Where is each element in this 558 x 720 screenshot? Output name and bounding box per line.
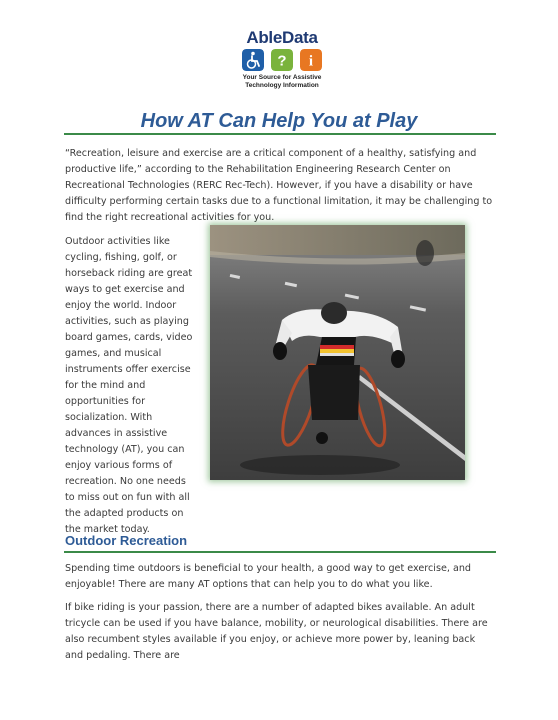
wheelchair-icon bbox=[242, 49, 264, 71]
wheelchair-racer-image bbox=[210, 225, 465, 480]
intro-paragraph: “Recreation, leisure and exercise are a critical component of a healthy, satisfying and productive life,” according to the Rehabilitation Engineering Research Center on Recreational Technologies (RERC Rec-Tech). However, if you have a disability or have difficulty performing certain tasks due to a functional limitation, it may be challenging to find the right recreational activities for you. bbox=[65, 148, 493, 223]
logo-tagline bbox=[232, 74, 332, 90]
title-divider bbox=[64, 133, 496, 135]
logo-wordmark: AbleData bbox=[246, 28, 318, 47]
svg-text:?: ? bbox=[277, 52, 287, 70]
wheelchair-racer-photo bbox=[210, 225, 465, 480]
logo-icon-row bbox=[242, 49, 322, 73]
section-divider bbox=[64, 551, 496, 553]
info-icon bbox=[300, 49, 322, 71]
svg-text:i: i bbox=[308, 53, 314, 70]
section-heading-outdoor-recreation: Outdoor Recreation bbox=[65, 533, 188, 548]
logo-tagline-line2: Technology Information bbox=[245, 82, 319, 89]
activities-paragraph: Outdoor activities like cycling, fishing, golf, or horseback riding are great ways to get exercise and enjoy the world. Indoor activities, such as playing board games, cards, video games, and musical instruments offer exercise for the mind and opportunities for socialization. With advances in assistive technology (AT), you can enjoy various forms of recreation. No one needs to miss out on fun with all the adapted products on the market today. bbox=[65, 236, 193, 535]
abledata-logo bbox=[232, 28, 332, 96]
logo-tagline-line1: Your Source for Assistive bbox=[242, 74, 322, 81]
question-icon bbox=[271, 49, 293, 71]
outdoor-paragraph-2: If bike riding is your passion, there are a number of adapted bikes available. An adult tricycle can be used if you have balance, mobility, or neurological disabilities. There are also recumbent styles available if you enjoy, or achieve more power by, leaning back and pedaling. There are bbox=[65, 602, 488, 661]
page-title: How AT Can Help You at Play bbox=[140, 110, 418, 132]
outdoor-paragraph-1: Spending time outdoors is beneficial to your health, a good way to get exercise, and enjoyable! There are many AT options that can help you to do what you like. bbox=[65, 563, 472, 590]
